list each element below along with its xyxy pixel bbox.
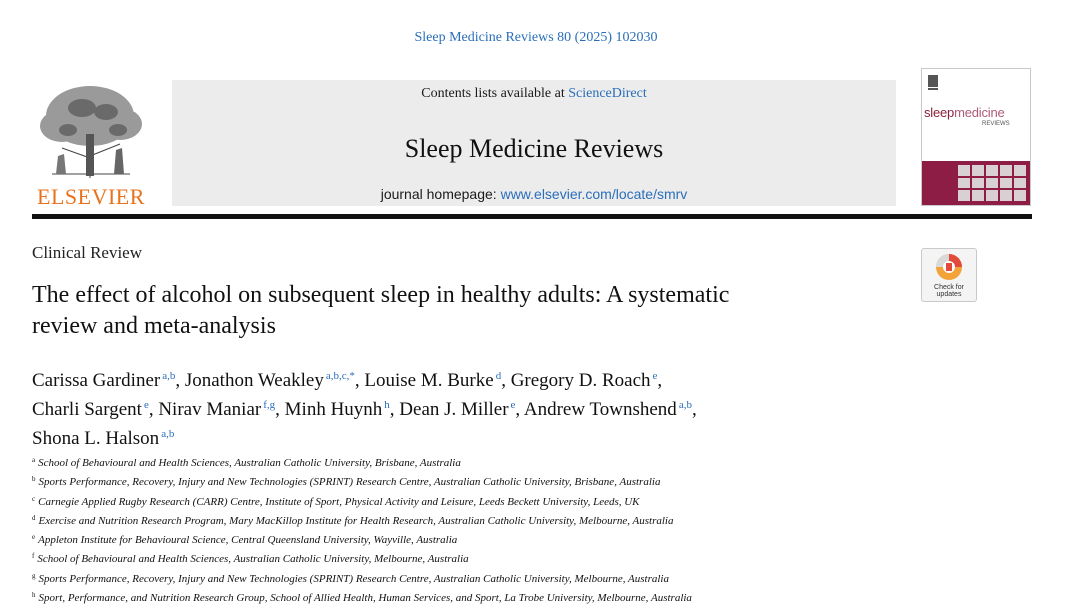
article-type: Clinical Review [32, 243, 143, 262]
author-separator: , [354, 370, 365, 391]
article-title-line-1: The effect of alcohol on subsequent sleep in healthy adults: A systematic [32, 282, 730, 308]
journal-header [32, 68, 1032, 208]
author-affiliation-marker[interactable]: a,b [162, 370, 176, 382]
affiliation-text: School of Behavioural and Health Sciences, Australian Catholic University, Melbourne, Australia [37, 553, 469, 566]
cover-journal-name [924, 105, 1028, 120]
author-separator: , [515, 399, 524, 420]
contents-prefix: Contents lists available at [421, 86, 569, 101]
badge-line-1: Check for [934, 284, 964, 291]
affiliation-text: Appleton Institute for Behavioural Science, Central Queensland University, Wayville, Australia [38, 534, 458, 547]
elsevier-wordmark[interactable]: ELSEVIER [37, 184, 145, 209]
author-affiliation-marker[interactable]: e [143, 399, 149, 411]
affiliation-item [32, 587, 1032, 606]
affiliation-key: e [32, 533, 36, 542]
author-name[interactable]: Gregory D. Roach [510, 370, 651, 391]
author-affiliation-marker[interactable]: a,b [161, 428, 175, 440]
author-name[interactable]: Shona L. Halson [32, 428, 160, 449]
author-name[interactable]: Nirav Maniar [158, 399, 262, 420]
affiliation-key: h [32, 591, 36, 600]
cover-subtitle: REVIEWS [982, 121, 1010, 127]
affiliation-text: School of Behavioural and Health Sciences, Australian Catholic University, Brisbane, Australia [38, 457, 461, 469]
author-name[interactable]: Charli Sargent [32, 399, 142, 420]
affiliation-item [32, 471, 1032, 490]
elsevier-tree-icon [32, 78, 150, 182]
author-name[interactable]: Louise M. Burke [364, 370, 494, 391]
author-name[interactable]: Andrew Townshend [523, 399, 677, 420]
journal-cover-thumbnail[interactable] [921, 68, 1031, 206]
cover-thumbnails [958, 165, 1026, 201]
affiliation-text: Carnegie Applied Rugby Research (CARR) Centre, Institute of Sport, Physical Activity and Leisure, Leeds Beckett University, Leeds, UK [38, 495, 640, 508]
author-affiliation-marker[interactable]: a,b [678, 399, 692, 411]
affiliation-text: Exercise and Nutrition Research Program, Mary MacKillop Institute for Health Research, Australian Catholic University, Melbourne, Australia [38, 514, 674, 527]
affiliation-item [32, 548, 1032, 567]
header-rule [32, 214, 1032, 219]
cover-title-sleep: sleep [924, 105, 955, 120]
check-updates-icon [922, 251, 976, 285]
author-separator: , [148, 399, 159, 420]
badge-line-2: updates [936, 291, 962, 298]
affiliation-text: Sports Performance, Recovery, Injury and New Technologies (SPRINT) Research Centre, Australian Catholic University, Brisbane, Australia [38, 476, 661, 489]
affiliation-item [32, 529, 1032, 548]
affiliation-item [32, 452, 1032, 471]
affiliation-item [32, 491, 1032, 510]
affiliation-item [32, 568, 1032, 587]
author-affiliation-marker[interactable]: h [384, 399, 390, 411]
homepage-prefix: journal homepage: [380, 186, 501, 202]
affiliation-text: Sport, Performance, and Nutrition Research Group, School of Allied Health, Human Services, and Sport, La Trobe University, Melbourne, Australia [38, 592, 692, 605]
author-affiliation-marker[interactable]: e [510, 399, 516, 411]
author-separator: , [275, 399, 285, 420]
article-title [32, 280, 912, 342]
check-for-updates-badge[interactable] [921, 248, 977, 302]
author-affiliation-marker[interactable]: e [652, 370, 658, 382]
author-separator: , [691, 399, 697, 420]
article-title-line-2: review and meta-analysis [32, 313, 276, 339]
author-name[interactable]: Jonathon Weakley [184, 370, 324, 391]
affiliation-key: f [32, 552, 35, 561]
author-affiliation-marker[interactable]: f,g [263, 399, 276, 411]
elsevier-mini-tree-icon [922, 69, 1030, 103]
author-affiliation-marker[interactable]: a,b,c,* [325, 370, 355, 382]
affiliation-key: a [32, 456, 36, 464]
author-separator: , [657, 370, 663, 391]
affiliation-list [32, 452, 1032, 606]
check-updates-label [922, 284, 976, 298]
author-name[interactable]: Carissa Gardiner [32, 370, 161, 391]
journal-homepage-link[interactable]: www.elsevier.com/locate/smrv [500, 186, 688, 202]
affiliation-key: d [32, 513, 36, 522]
journal-info-box [172, 80, 896, 206]
author-list [32, 364, 912, 451]
affiliation-key: b [32, 475, 36, 484]
affiliation-item [32, 510, 1032, 529]
journal-citation[interactable]: Sleep Medicine Reviews 80 (2025) 102030 [414, 30, 658, 45]
affiliation-key: g [32, 571, 36, 580]
affiliation-key: c [32, 494, 36, 503]
contents-line [172, 86, 896, 102]
author-separator: , [501, 370, 511, 391]
journal-title: Sleep Medicine Reviews [404, 134, 664, 163]
author-name[interactable]: Dean J. Miller [399, 399, 509, 420]
author-name[interactable]: Minh Huynh [284, 399, 383, 420]
homepage-line [172, 186, 896, 202]
author-separator: , [389, 399, 400, 420]
affiliation-text: Sports Performance, Recovery, Injury and New Technologies (SPRINT) Research Centre, Australian Catholic University, Melbourne, Australia [38, 572, 669, 585]
author-separator: , [175, 370, 185, 391]
cover-title-medicine: medicine [954, 105, 1005, 120]
sciencedirect-link[interactable]: ScienceDirect [568, 86, 647, 101]
author-affiliation-marker[interactable]: d [495, 370, 502, 382]
